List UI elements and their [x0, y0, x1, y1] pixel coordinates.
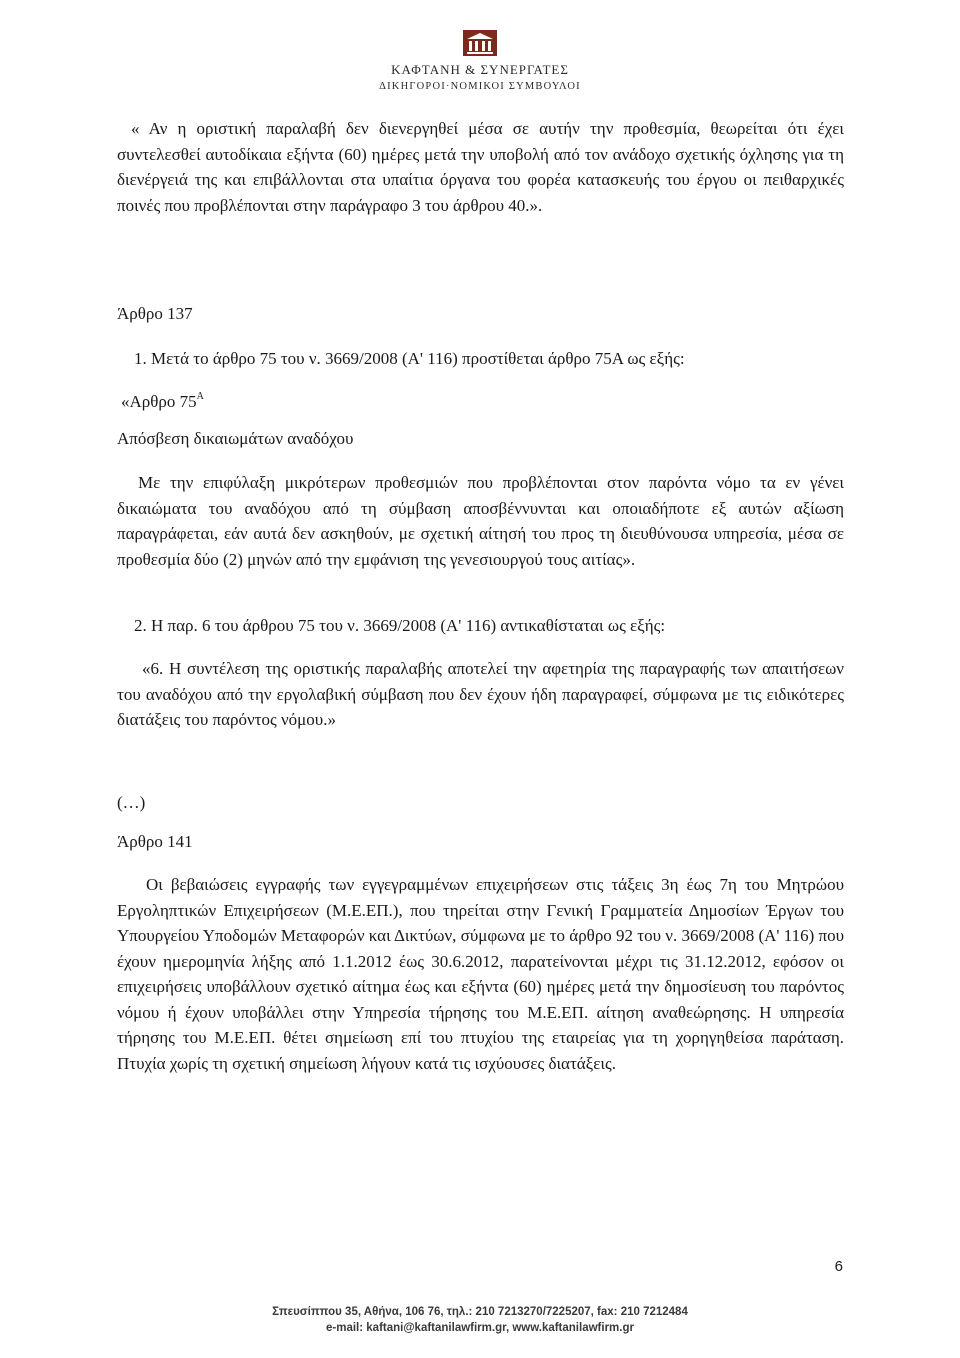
footer-contact: e-mail: kaftani@kaftanilawfirm.gr, www.kaftanilawfirm.gr	[326, 1321, 634, 1334]
firm-name: ΚΑΦΤΑΝΗ & ΣΥΝΕΡΓΑΤΕΣ	[391, 62, 569, 77]
letterhead	[0, 30, 960, 92]
article-137-item-2: 2. Η παρ. 6 του άρθρου 75 του ν. 3669/2008 (Α' 116) αντικαθίσταται ως εξής:	[134, 616, 666, 635]
page-number: 6	[834, 1258, 843, 1275]
building-columns-icon	[463, 30, 497, 56]
paragraph-final-acceptance: « Αν η οριστική παραλαβή δεν διενεργηθεί μέσα σε αυτήν την προθεσμία, θεωρείται ότι έχει συντελεσθεί αυτοδίκαια εξήντα (60) ημέρες μετά την υποβολή από τον ανάδοχο σχετικής όχλησης για τη διενέργειά της και επιβάλλονται στα υπαίτια όργανα του φορέα κατασκευής του έργου οι πειθαρχικές ποινές που προβλέπονται στην παράγραφο 3 του άρθρου 40.».	[117, 119, 844, 215]
firm-subtitle: ΔΙΚΗΓΟΡΟΙ·ΝΟΜΙΚΟΙ ΣΥΜΒΟΥΛΟΙ	[379, 81, 581, 92]
heading-article-75a	[121, 384, 204, 415]
paragraph-paragraph-6: «6. Η συντέλεση της οριστικής παραλαβής αποτελεί την αφετηρία της παραγραφής των απαιτήσεων του αναδόχου από την εργολαβική σύμβαση που δεν έχουν ήδη παραγραφεί, σύμφωνα με τις ειδικότερες διατάξεις του παρόντος νόμου.»	[117, 659, 844, 729]
article-137-item-1: 1. Μετά το άρθρο 75 του ν. 3669/2008 (Α' 116) προστίθεται άρθρο 75Α ως εξής:	[134, 349, 685, 368]
paragraph-article-75a: Με την επιφύλαξη μικρότερων προθεσμιών που προβλέπονται στον παρόντα νόμο τα εν γένει δικαιώματα του αναδόχου από τη σύμβαση αποσβέννυνται και οποιαδήποτε εξ αυτών αξίωση παραγράφεται, εάν αυτά δεν ασκηθούν, με σχετική αίτησή του προς τη διευθύνουσα υπηρεσία, μέσα σε προθεσμία δύο (2) μηνών από την εμφάνιση της γενεσιουργού τους αιτίας».	[117, 473, 844, 569]
article-75a-label: «Αρθρο 75	[121, 392, 197, 411]
article-75a-title: Απόσβεση δικαιωμάτων αναδόχου	[117, 429, 354, 448]
footer	[0, 1305, 960, 1336]
paragraph-article-141: Οι βεβαιώσεις εγγραφής των εγγεγραμμένων επιχειρήσεων στις τάξεις 3η έως 7η του Μητρώου Εργοληπτικών Επιχειρήσεων (Μ.Ε.ΕΠ.), που τηρείται στην Γενική Γραμματεία Δημοσίων Έργων του Υπουργείου Υποδομών Μεταφορών και Δικτύων, σύμφωνα με το άρθρο 92 του ν. 3669/2008 (Α' 116) που έχουν ημερομηνία λήξης από 1.1.2012 έως 30.6.2012, παρατείνονται μέχρι τις 31.12.2012, εφόσον οι επιχειρήσεις υποβάλλουν σχετικό αίτημα έως και εξήντα (60) ημέρες μετά την δημοσίευση του παρόντος νόμου ή έχουν υποβάλλει στην Υπηρεσία τήρησης του Μ.Ε.ΕΠ. αίτηση αναθεώρησης. Η υπηρεσία τήρησης του Μ.Ε.ΕΠ. θέτει σημείωση επί του πτυχίου της εταιρείας για τη χορηγηθείσα παράταση. Πτυχία χωρίς τη σχετική σημείωση λήγουν κατά τις ισχύουσες διατάξεις.	[117, 875, 844, 1073]
ellipsis: (…)	[117, 793, 146, 812]
article-75a-superscript: Α	[196, 391, 204, 402]
footer-address: Σπευσίππου 35, Αθήνα, 106 76, τηλ.: 210 7213270/7225207, fax: 210 7212484	[272, 1306, 688, 1318]
heading-article-141: Άρθρο 141	[117, 832, 193, 851]
heading-article-137: Άρθρο 137	[117, 304, 193, 323]
